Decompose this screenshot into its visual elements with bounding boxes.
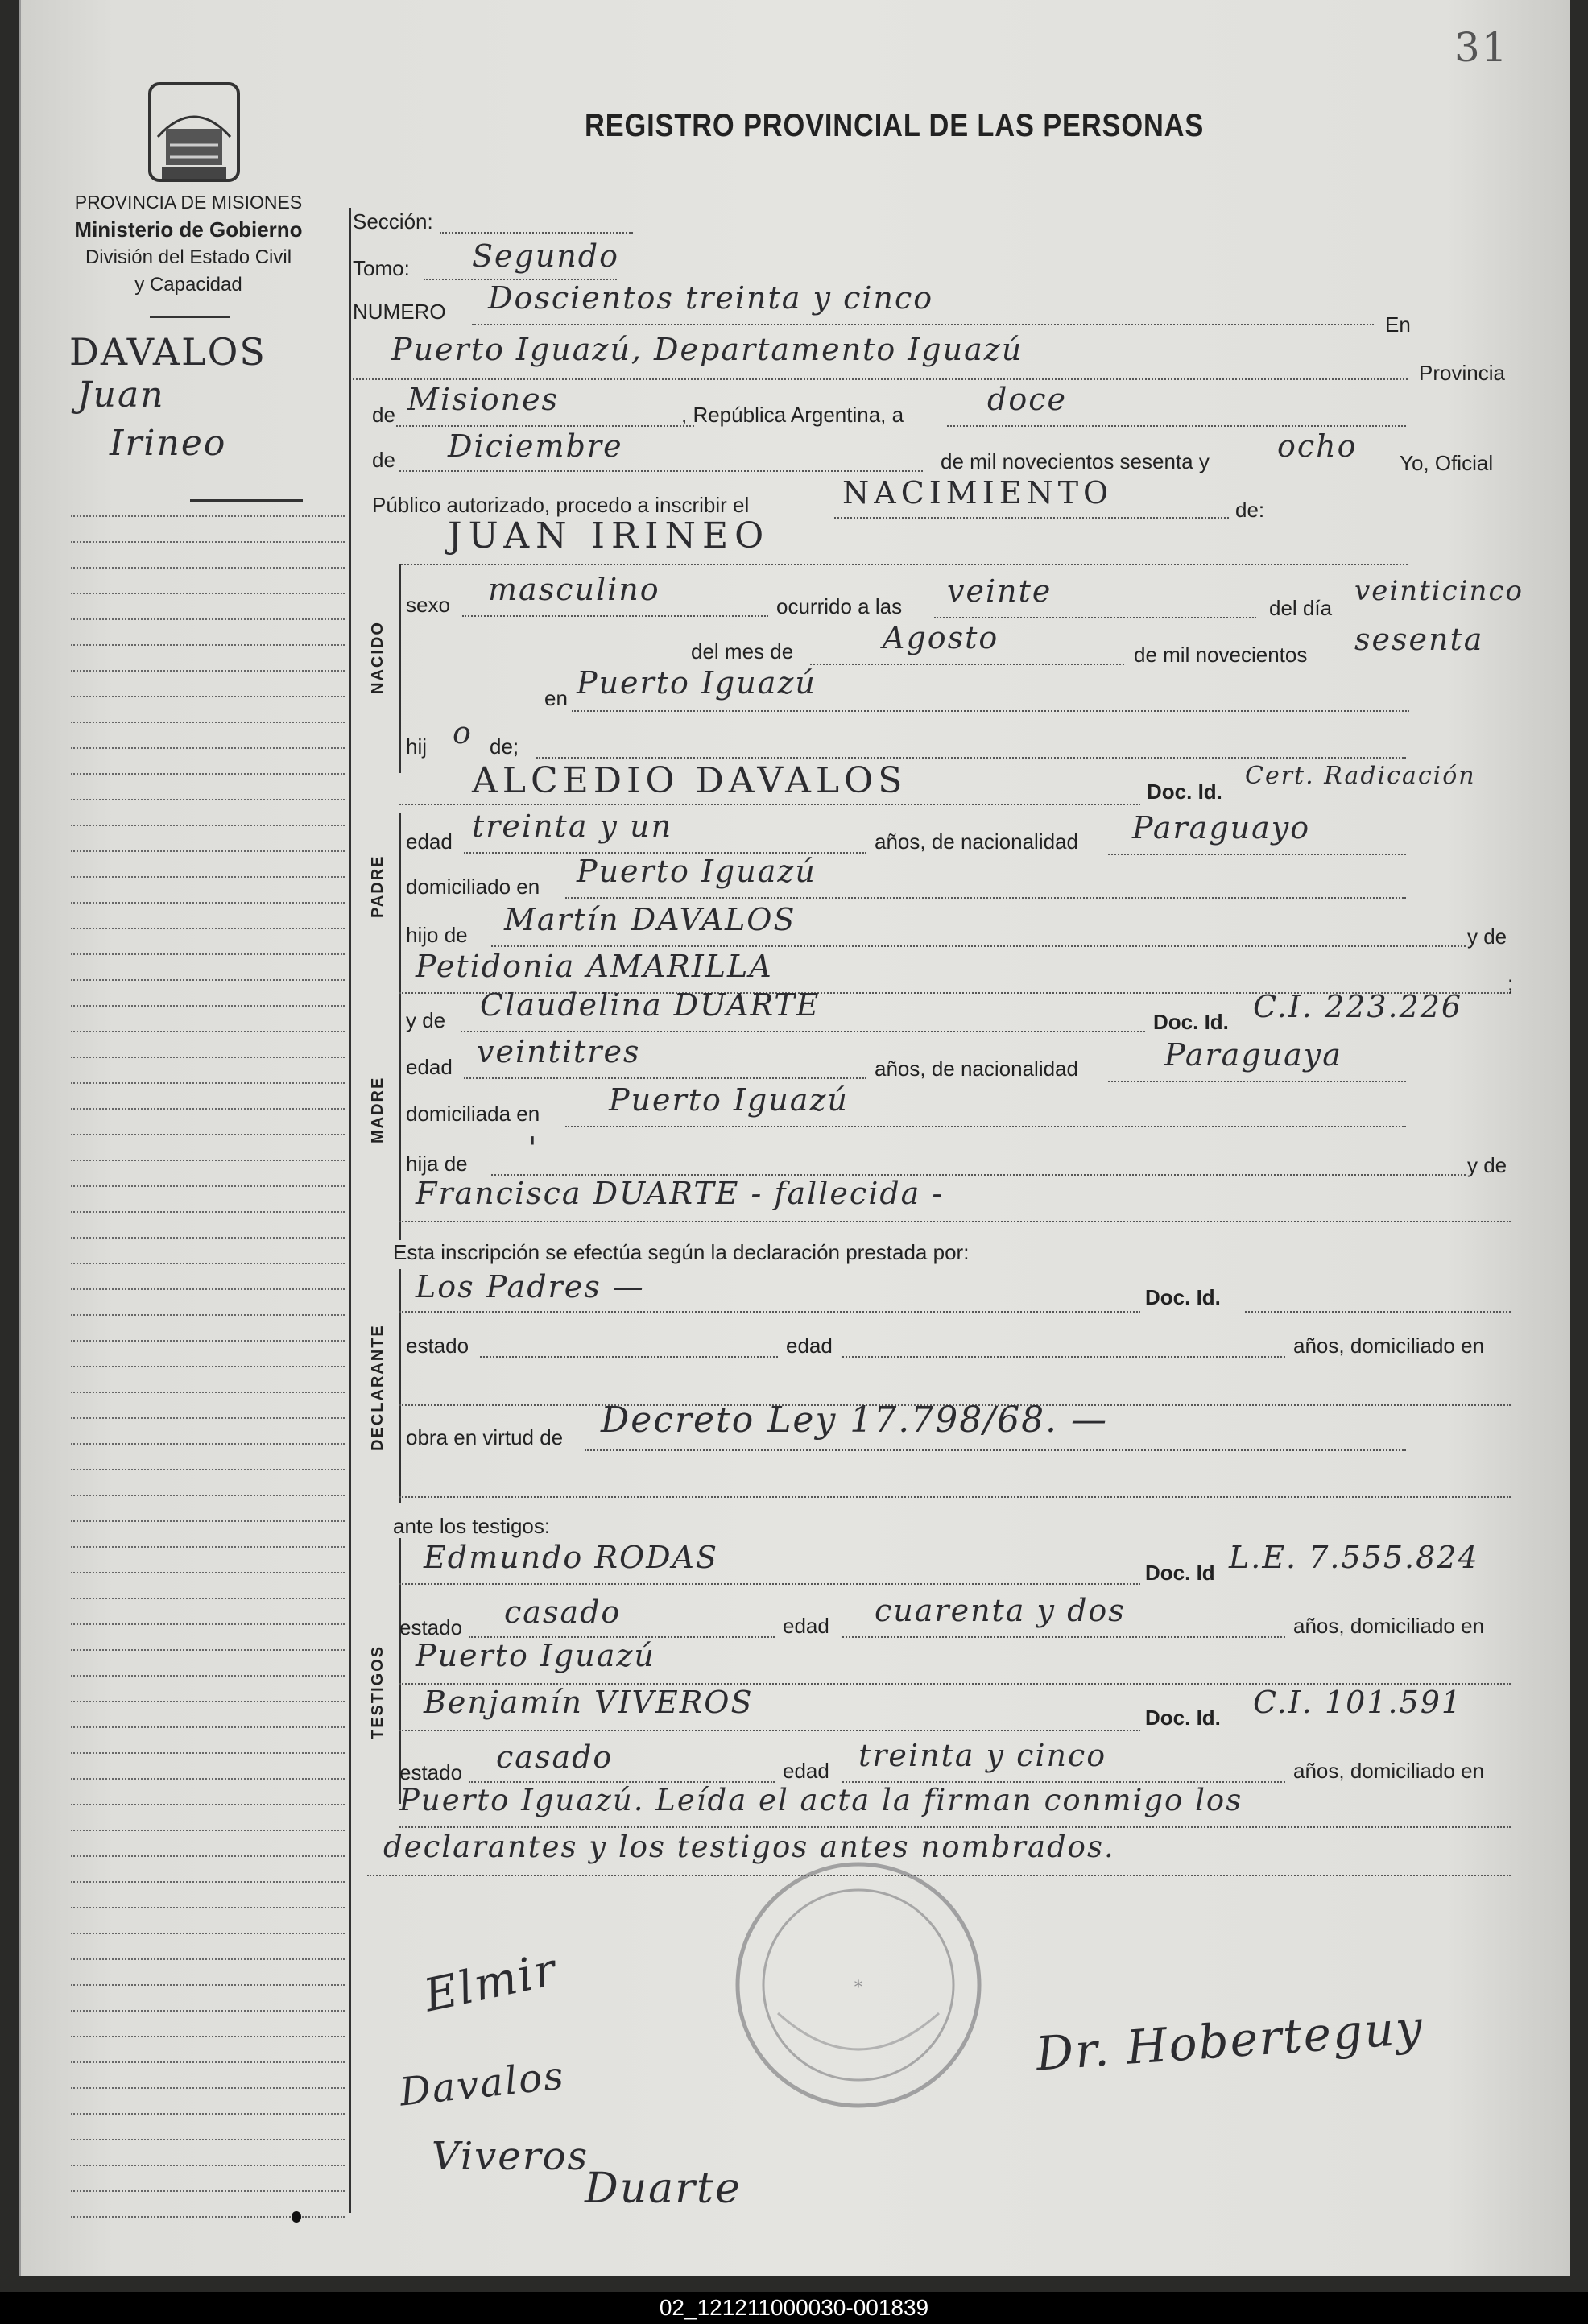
margin-ruled-line bbox=[71, 1288, 345, 1290]
padre-label: PADRE bbox=[369, 854, 387, 918]
signature-4: Duarte bbox=[585, 2165, 742, 2213]
provincia-value: Misiones bbox=[407, 382, 560, 417]
signature-1: Elmir bbox=[420, 1943, 562, 2023]
nacido-label: NACIDO bbox=[369, 621, 387, 694]
month-line bbox=[399, 470, 923, 472]
t2-edad-label: edad bbox=[783, 1759, 829, 1783]
left-header-rule bbox=[150, 316, 230, 318]
nacido-bracket bbox=[399, 564, 401, 773]
provincia-line bbox=[396, 425, 694, 427]
margin-ruled-line bbox=[71, 567, 345, 569]
signature-2: Davalos bbox=[397, 2053, 568, 2115]
madre-nac-label: años, de nacionalidad bbox=[875, 1057, 1078, 1081]
padre-edad-value: treinta y un bbox=[472, 808, 673, 844]
page-number: 31 bbox=[1454, 24, 1509, 71]
madre-edad-label: edad bbox=[406, 1055, 453, 1079]
padre-dom-line bbox=[565, 897, 1406, 899]
madre-doc-value: C.I. 223.226 bbox=[1253, 989, 1463, 1024]
margin-ruled-line bbox=[71, 1108, 345, 1110]
margin-ruled-line bbox=[71, 1520, 345, 1522]
padre-doc-label: Doc. Id. bbox=[1147, 779, 1222, 804]
official-stamp-icon bbox=[730, 1852, 987, 2118]
margin-ruled-line bbox=[71, 1649, 345, 1651]
t2-doc-label: Doc. Id. bbox=[1145, 1706, 1221, 1730]
madre-bracket bbox=[399, 999, 401, 1240]
margin-ruled-line bbox=[71, 593, 345, 594]
madre-nombre: Claudelina DUARTE bbox=[480, 987, 821, 1023]
padre-nac-value: Paraguayo bbox=[1132, 810, 1311, 846]
padre-edad-label: edad bbox=[406, 829, 453, 854]
page-title: REGISTRO PROVINCIAL DE LAS PERSONAS bbox=[585, 108, 1205, 143]
margin-ruled-line bbox=[71, 618, 345, 620]
hijo-de-label: de; bbox=[490, 734, 519, 759]
hora-line bbox=[934, 617, 1256, 618]
declarante-estado-line bbox=[480, 1356, 778, 1358]
numero-line bbox=[472, 324, 1374, 325]
declarante-end-line bbox=[399, 1496, 1511, 1498]
margin-ruled-line bbox=[71, 2010, 345, 2012]
margin-ruled-line bbox=[71, 541, 345, 543]
madre-yde-label: y de bbox=[406, 1008, 446, 1032]
de3-label: de: bbox=[1235, 498, 1265, 522]
place-value: Puerto Iguazú, Departamento Iguazú bbox=[391, 332, 1024, 367]
left-header-ministry: Ministerio de Gobierno bbox=[74, 217, 303, 242]
margin-ruled-line bbox=[71, 1726, 345, 1728]
mes-line bbox=[810, 664, 1124, 665]
t2-doc-value: C.I. 101.591 bbox=[1253, 1685, 1463, 1720]
margin-ruled-line bbox=[71, 1830, 345, 1831]
svg-text:*: * bbox=[854, 1978, 863, 1998]
month-value: Diciembre bbox=[448, 428, 623, 464]
margin-ruled-line bbox=[71, 1392, 345, 1393]
hijo-line bbox=[536, 757, 1406, 759]
margin-ruled-line bbox=[71, 2216, 345, 2218]
margin-ruled-line bbox=[71, 1495, 345, 1496]
de2-label: de bbox=[372, 448, 395, 472]
t2-estado-value: casado bbox=[496, 1739, 614, 1775]
yo-label: Yo, Oficial bbox=[1400, 451, 1494, 475]
padre-nombre: ALCEDIO DAVALOS bbox=[472, 760, 908, 801]
padre-madre-value: Petidonia AMARILLA bbox=[416, 949, 773, 984]
hora-value: veinte bbox=[947, 573, 1052, 609]
margin-ruled-line bbox=[71, 979, 345, 981]
testigos-label: TESTIGOS bbox=[369, 1644, 387, 1739]
declarante-nombre-line bbox=[399, 1311, 1140, 1313]
madre-edad-line bbox=[464, 1077, 866, 1079]
declarante-doc-line bbox=[1245, 1311, 1511, 1313]
margin-given2: Irineo bbox=[110, 423, 227, 464]
margin-ruled-line bbox=[71, 1907, 345, 1908]
margin-ruled-line bbox=[71, 2036, 345, 2037]
t2-dom-line bbox=[399, 1826, 1511, 1828]
year-value: ocho bbox=[1277, 428, 1358, 464]
madre-edad-value: veintitres bbox=[477, 1034, 641, 1069]
hijo-value: o bbox=[453, 715, 473, 751]
de-label: de bbox=[372, 403, 395, 427]
padre-dom-value: Puerto Iguazú bbox=[577, 854, 817, 889]
declarante-edad-label: edad bbox=[786, 1334, 833, 1358]
declarante-obra-line bbox=[585, 1449, 1406, 1451]
margin-surname: DAVALOS bbox=[69, 330, 267, 374]
margin-ruled-line bbox=[71, 1984, 345, 1986]
t1-edad-value: cuarenta y dos bbox=[875, 1593, 1126, 1628]
margin-ruled-line bbox=[71, 1366, 345, 1367]
margin-ruled-line bbox=[71, 2190, 345, 2192]
margin-ruled-line bbox=[71, 1623, 345, 1625]
dia-value: veinticinco bbox=[1354, 575, 1524, 607]
declarante-obra-value: Decreto Ley 17.798/68. — bbox=[601, 1400, 1109, 1441]
madre-abuela-line bbox=[399, 1221, 1511, 1222]
t1-estado-label: estado bbox=[399, 1615, 463, 1640]
margin-ruled-line bbox=[71, 2139, 345, 2140]
seccion-line bbox=[440, 232, 633, 234]
madre-dom-label: domiciliada en bbox=[406, 1102, 540, 1126]
declarante-intro: Esta inscripción se efectúa según la declaración prestada por: bbox=[393, 1240, 970, 1264]
closing-text: declarantes y los testigos antes nombrados. bbox=[383, 1830, 1115, 1864]
t1-estado-value: casado bbox=[504, 1594, 622, 1630]
margin-ruled-line bbox=[71, 1933, 345, 1934]
declarante-bracket bbox=[399, 1269, 401, 1503]
mes-label: del mes de bbox=[691, 639, 794, 664]
footer-id-bar bbox=[0, 2292, 1588, 2324]
tomo-value: Segundo bbox=[472, 238, 619, 274]
margin-ruled-line bbox=[71, 1881, 345, 1883]
margin-ruled-line bbox=[71, 1160, 345, 1161]
declarante-doc-label: Doc. Id. bbox=[1145, 1285, 1221, 1309]
madre-abuela-value: Francisca DUARTE - fallecida - bbox=[416, 1176, 945, 1211]
declarante-anios-label: años, domiciliado en bbox=[1293, 1334, 1485, 1358]
province-seal-icon bbox=[134, 81, 254, 189]
margin-ruled-line bbox=[71, 2061, 345, 2063]
numero-value: Doscientos treinta y cinco bbox=[488, 280, 934, 316]
t1-nombre-line bbox=[399, 1583, 1140, 1585]
t1-doc-value: L.E. 7.555.824 bbox=[1229, 1540, 1479, 1575]
sexo-value: masculino bbox=[488, 572, 660, 607]
provincia-label: Provincia bbox=[1419, 361, 1505, 385]
margin-ruled-line bbox=[71, 850, 345, 852]
t1-doc-label: Doc. Id bbox=[1145, 1561, 1215, 1585]
margin-ruled-line bbox=[71, 2165, 345, 2166]
acto-line bbox=[834, 517, 1229, 519]
margin-ruled-line bbox=[71, 902, 345, 904]
t1-edad-line bbox=[842, 1636, 1285, 1638]
left-header-capacidad: y Capacidad bbox=[134, 274, 242, 296]
margin-ruled-line bbox=[71, 876, 345, 878]
en-nacido-label: en bbox=[544, 686, 568, 710]
margin-ruled-line bbox=[71, 1211, 345, 1213]
sexo-line bbox=[462, 615, 768, 617]
declarante-obra-label: obra en virtud de bbox=[406, 1425, 564, 1449]
margin-ruled-line bbox=[71, 670, 345, 672]
padre-nombre-line bbox=[399, 804, 1140, 805]
dia-label: del día bbox=[1269, 596, 1333, 620]
margin-ruled-line bbox=[71, 1057, 345, 1058]
madre-dom-line bbox=[565, 1126, 1406, 1127]
left-header-province: PROVINCIA DE MISIONES bbox=[74, 192, 303, 213]
madre-hija-value: ' bbox=[528, 1131, 539, 1166]
declarante-nombre: Los Padres — bbox=[416, 1269, 645, 1305]
madre-doc-label: Doc. Id. bbox=[1153, 1010, 1229, 1034]
t2-estado-label: estado bbox=[399, 1760, 463, 1784]
signature-official: Dr. Hoberteguy bbox=[1034, 1999, 1426, 2082]
padre-hijo-label: hijo de bbox=[406, 923, 468, 947]
left-header-division: División del Estado Civil bbox=[85, 246, 292, 268]
lugar-line bbox=[572, 710, 1409, 712]
margin-ruled-line bbox=[71, 1598, 345, 1599]
margin-ruled-line bbox=[71, 773, 345, 775]
name-value: JUAN IRINEO bbox=[448, 515, 771, 556]
declarante-label: DECLARANTE bbox=[369, 1324, 387, 1451]
declarante-estado-label: estado bbox=[406, 1334, 469, 1358]
margin-ruled-line bbox=[71, 2087, 345, 2089]
madre-hija-label: hija de bbox=[406, 1152, 468, 1176]
margin-ruled-line bbox=[71, 1185, 345, 1187]
margin-ruled-line bbox=[71, 1701, 345, 1702]
madre-nac-value: Paraguaya bbox=[1164, 1037, 1342, 1073]
margin-ruled-line bbox=[71, 1340, 345, 1342]
place-line bbox=[353, 378, 1408, 380]
margin-ruled-line bbox=[71, 1263, 345, 1264]
margin-ruled-line bbox=[71, 1031, 345, 1032]
margin-ruled-line bbox=[71, 1082, 345, 1084]
t2-dom-value: Puerto Iguazú. Leída el acta la firman conmigo los bbox=[399, 1783, 1243, 1817]
margin-ruled-line bbox=[71, 722, 345, 723]
margin-ruled-line bbox=[71, 1314, 345, 1316]
margin-ruled-line bbox=[71, 644, 345, 646]
publico-label: Público autorizado, procedo a inscribir el bbox=[372, 493, 750, 517]
t1-nombre: Edmundo RODAS bbox=[424, 1540, 719, 1575]
ink-dot bbox=[292, 2211, 301, 2223]
republica-label: , República Argentina, a bbox=[681, 403, 904, 427]
margin-dash bbox=[190, 499, 303, 502]
margin-ruled-line bbox=[71, 825, 345, 826]
name-line bbox=[401, 564, 1408, 565]
mes-value: Agosto bbox=[883, 620, 999, 655]
mil-label: de mil novecientos sesenta y bbox=[941, 449, 1210, 473]
margin-ruled-line bbox=[71, 2113, 345, 2115]
hijo-label: hij bbox=[406, 734, 428, 759]
margin-ruled-line bbox=[71, 1855, 345, 1857]
margin-ruled-line bbox=[71, 696, 345, 697]
padre-doc-value: Cert. Radicación bbox=[1245, 762, 1476, 790]
padre-nac-line bbox=[1108, 854, 1406, 855]
t1-edad-label: edad bbox=[783, 1614, 829, 1638]
day-value: doce bbox=[987, 382, 1067, 417]
margin-given1: Juan bbox=[77, 374, 165, 416]
margin-ruled-line bbox=[71, 1546, 345, 1548]
t2-anios-label: años, domiciliado en bbox=[1293, 1759, 1485, 1783]
testigos-intro: ante los testigos: bbox=[393, 1514, 551, 1538]
padre-dom-label: domiciliado en bbox=[406, 875, 540, 899]
ocurrido-label: ocurrido a las bbox=[776, 594, 903, 618]
t2-nombre: Benjamín VIVEROS bbox=[424, 1685, 754, 1720]
margin-ruled-line bbox=[71, 953, 345, 955]
t2-nombre-line bbox=[399, 1730, 1140, 1731]
padre-hijo-line bbox=[491, 945, 1466, 947]
margin-ruled-line bbox=[71, 1778, 345, 1780]
margin-ruled-line bbox=[71, 1958, 345, 1960]
margin-divider bbox=[349, 208, 351, 2213]
padre-bracket bbox=[399, 813, 401, 1007]
lugar-value: Puerto Iguazú bbox=[577, 665, 817, 701]
margin-ruled-line bbox=[71, 1005, 345, 1007]
margin-ruled-line bbox=[71, 799, 345, 800]
madre-nac-line bbox=[1108, 1081, 1406, 1082]
margin-ruled-line bbox=[71, 1443, 345, 1445]
margin-ruled-line bbox=[71, 1134, 345, 1135]
padre-hijo-value: Martín DAVALOS bbox=[504, 902, 796, 937]
margin-ruled-line bbox=[71, 1237, 345, 1239]
tomo-label: Tomo: bbox=[353, 256, 410, 280]
mil-nacido-label: de mil novecientos bbox=[1134, 643, 1308, 667]
declarante-edad-line bbox=[842, 1356, 1285, 1358]
madre-dom-value: Puerto Iguazú bbox=[609, 1082, 849, 1118]
margin-ruled-line bbox=[71, 1804, 345, 1805]
t1-dom-value: Puerto Iguazú bbox=[416, 1638, 655, 1673]
margin-ruled-line bbox=[71, 1469, 345, 1470]
margin-ruled-line bbox=[71, 515, 345, 517]
margin-ruled-line bbox=[71, 747, 345, 749]
sexo-label: sexo bbox=[406, 593, 450, 617]
margin-ruled-line bbox=[71, 1572, 345, 1573]
madre-nombre-line bbox=[461, 1031, 1145, 1032]
en-label: En bbox=[1385, 312, 1411, 337]
madre-label: MADRE bbox=[369, 1076, 387, 1143]
numero-label: NUMERO bbox=[353, 300, 446, 324]
margin-ruled-line bbox=[71, 1675, 345, 1677]
footer-id: 02_121211000030-001839 bbox=[659, 2295, 929, 2320]
margin-ruled-line bbox=[71, 928, 345, 929]
document-page bbox=[19, 0, 1570, 2276]
seccion-label: Sección: bbox=[353, 209, 433, 234]
anio-value: sesenta bbox=[1354, 622, 1484, 657]
t2-edad-value: treinta y cinco bbox=[858, 1738, 1107, 1773]
padre-yde-label: y de bbox=[1467, 924, 1507, 949]
signature-3: Viveros bbox=[432, 2134, 589, 2179]
padre-nac-label: años, de nacionalidad bbox=[875, 829, 1078, 854]
acto-value: NACIMIENTO bbox=[842, 475, 1114, 511]
t1-anios-label: años, domiciliado en bbox=[1293, 1614, 1485, 1638]
madre-yde2-label: y de bbox=[1467, 1153, 1507, 1177]
padre-semicolon: ; bbox=[1507, 971, 1514, 995]
margin-ruled-line bbox=[71, 1417, 345, 1419]
margin-ruled-line bbox=[71, 1752, 345, 1754]
day-line bbox=[947, 425, 1406, 427]
